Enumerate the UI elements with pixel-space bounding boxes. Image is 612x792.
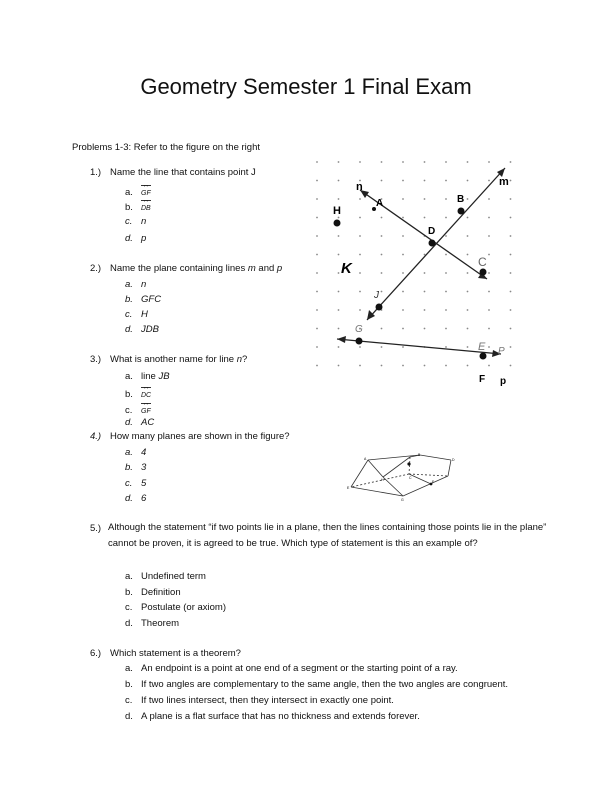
answer-option: d. 6 — [125, 493, 147, 504]
page-title: Geometry Semester 1 Final Exam — [140, 74, 472, 99]
answer-option: a. n — [125, 279, 147, 290]
figure-lines-points — [305, 150, 530, 395]
answer-option: d. p — [125, 233, 147, 244]
point-g — [356, 338, 363, 345]
svg-text:G: G — [401, 498, 404, 502]
answer-option: b. Definition — [125, 587, 181, 598]
point-j — [376, 304, 383, 311]
answer-option: c. Postulate (or axiom) — [125, 602, 227, 613]
question-3: 3.) What is another name for line n? — [90, 354, 248, 365]
svg-text:C: C — [409, 476, 412, 480]
label-h: H — [333, 205, 341, 217]
svg-text:D: D — [452, 458, 455, 462]
answer-option: d. Theorem — [125, 618, 180, 629]
label-c: C — [478, 255, 487, 269]
question-number: 5.) — [90, 523, 102, 534]
answer-option: b. DC ↔ — [125, 388, 151, 402]
point-d — [429, 240, 436, 247]
point-c — [480, 269, 487, 276]
label-d: D — [428, 226, 436, 237]
answer-option: d. AC — [125, 417, 155, 428]
svg-text:F: F — [432, 480, 435, 484]
label-a: A — [376, 198, 384, 209]
answer-option: c. GF ↔ — [125, 404, 151, 418]
svg-text:H: H — [381, 478, 384, 482]
line-notation: DB ↔ — [141, 202, 151, 215]
svg-text:A: A — [364, 457, 367, 461]
question-4: 4.) How many planes are shown in the figure? — [90, 431, 290, 442]
answer-option: b. GFC — [125, 294, 162, 305]
answer-option: a. 4 — [125, 447, 147, 458]
answer-option: b. 3 — [125, 462, 147, 473]
answer-option: b. DB ↔ — [125, 201, 151, 215]
answer-option: a. GF ↔ — [125, 186, 151, 200]
arrowhead-icon — [367, 310, 375, 320]
answer-option: b. If two angles are complementary to the same angle, then the two angles are congruent. — [125, 679, 509, 690]
label-g: G — [355, 324, 363, 335]
question-number: 2.) — [90, 263, 102, 274]
answer-option: a. An endpoint is a point at one end of a segment or the starting point of a ray. — [125, 663, 458, 674]
question-1 — [90, 166, 256, 179]
question-number: 6.) — [90, 648, 102, 659]
point-f — [480, 353, 487, 360]
question-5-text: Although the statement “if two points lie in a plane, then the lines containing those points lie in the plane” cannot be proven, it is agreed to be true. Which type of statement is this an example of? — [108, 522, 547, 549]
label-p: p — [500, 376, 507, 387]
figure-planes — [343, 452, 463, 504]
question-number: 4.) — [90, 431, 102, 442]
answer-option: c. If two lines intersect, then they intersect in exactly one point. — [125, 695, 394, 706]
instructions: Problems 1-3: Refer to the figure on the right — [72, 142, 260, 153]
label-e: E — [478, 341, 486, 353]
question-number: 1.) — [90, 167, 102, 178]
line-notation: DC ↔ — [141, 389, 151, 402]
question-number: 3.) — [90, 354, 102, 365]
svg-text:E: E — [347, 486, 350, 490]
line-notation: GF ↔ — [141, 187, 151, 200]
label-j: J — [374, 290, 379, 301]
line-notation: GF ↔ — [141, 405, 151, 418]
label-b: B — [457, 194, 465, 205]
arrowhead-icon — [337, 336, 346, 343]
label-m: m — [499, 176, 509, 188]
answer-option: a. Undefined term — [125, 571, 206, 582]
label-k: K — [341, 260, 352, 277]
answer-option: d. A plane is a flat surface that has no thickness and extends forever. — [125, 711, 420, 722]
question-6: 6.) Which statement is a theorem? — [90, 648, 241, 659]
label-n: n — [356, 181, 363, 193]
question-2: 2.) Name the plane containing lines m and p — [90, 263, 283, 274]
answer-option: c. n — [125, 216, 147, 227]
label-p-upper: P — [498, 346, 505, 357]
answer-option: c. H — [125, 309, 148, 320]
point-b — [458, 208, 465, 215]
point-h — [334, 220, 341, 227]
answer-option: a. line JB — [125, 371, 170, 382]
label-f: F — [479, 374, 486, 385]
question-text: Name the line that contains point J — [110, 167, 256, 178]
svg-text:B: B — [418, 453, 421, 457]
answer-option: d. JDB — [125, 324, 159, 335]
answer-option: c. 5 — [125, 478, 147, 489]
